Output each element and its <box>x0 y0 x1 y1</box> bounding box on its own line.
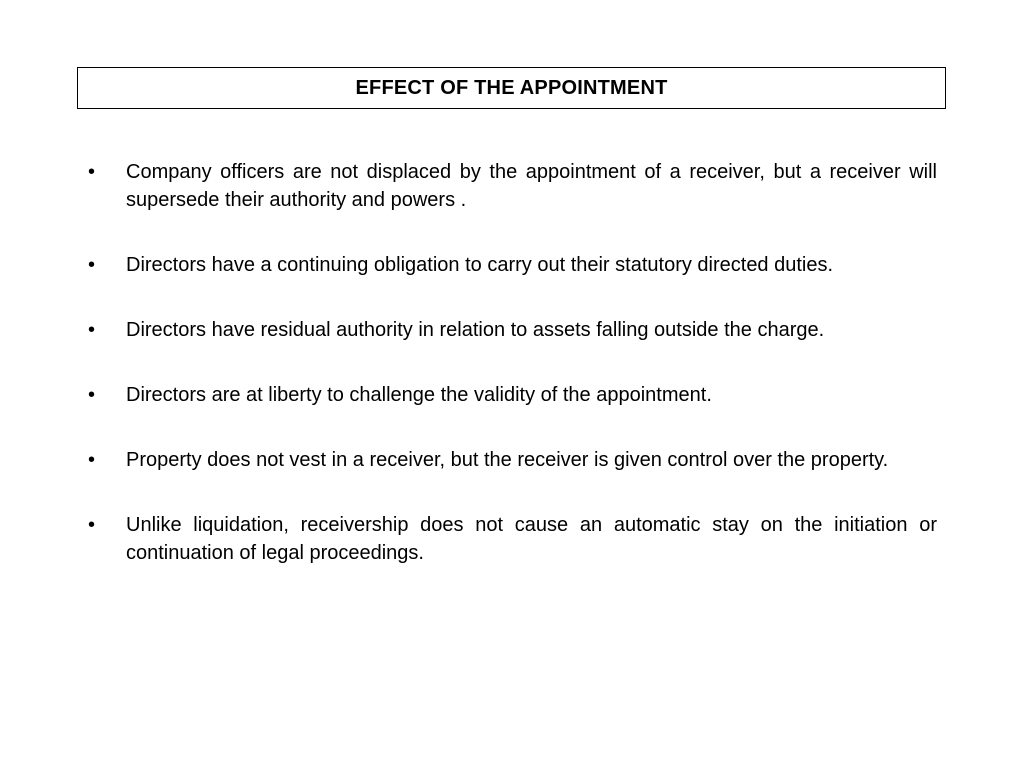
bullet-item <box>84 158 937 214</box>
bullet-text: Directors have residual authority in relation to assets falling outside the charge. <box>126 319 825 341</box>
bullet-item <box>84 446 937 474</box>
bullet-icon: • <box>88 514 96 536</box>
title-box <box>77 67 946 109</box>
bullet-icon: • <box>88 449 96 471</box>
bullet-item <box>84 381 937 409</box>
bullet-item <box>84 251 937 279</box>
bullet-text: Property does not vest in a receiver, but the receiver is given control over the property. <box>126 449 889 471</box>
bullet-text: Unlike liquidation, receivership does not cause an automatic stay on the initiation or continuation of legal proceedings. <box>126 514 937 564</box>
bullet-text: Directors are at liberty to challenge the validity of the appointment. <box>126 384 712 406</box>
bullet-icon: • <box>88 161 96 183</box>
slide-title: EFFECT OF THE APPOINTMENT <box>355 76 668 99</box>
bullet-icon: • <box>88 254 96 276</box>
bullet-item <box>84 511 937 567</box>
bullet-list <box>84 158 937 604</box>
bullet-icon: • <box>88 384 96 406</box>
bullet-item <box>84 316 937 344</box>
bullet-icon: • <box>88 319 96 341</box>
bullet-text: Directors have a continuing obligation to carry out their statutory directed duties. <box>126 254 834 276</box>
bullet-text: Company officers are not displaced by the appointment of a receiver, but a receiver will supersede their authority and powers . <box>126 161 937 211</box>
